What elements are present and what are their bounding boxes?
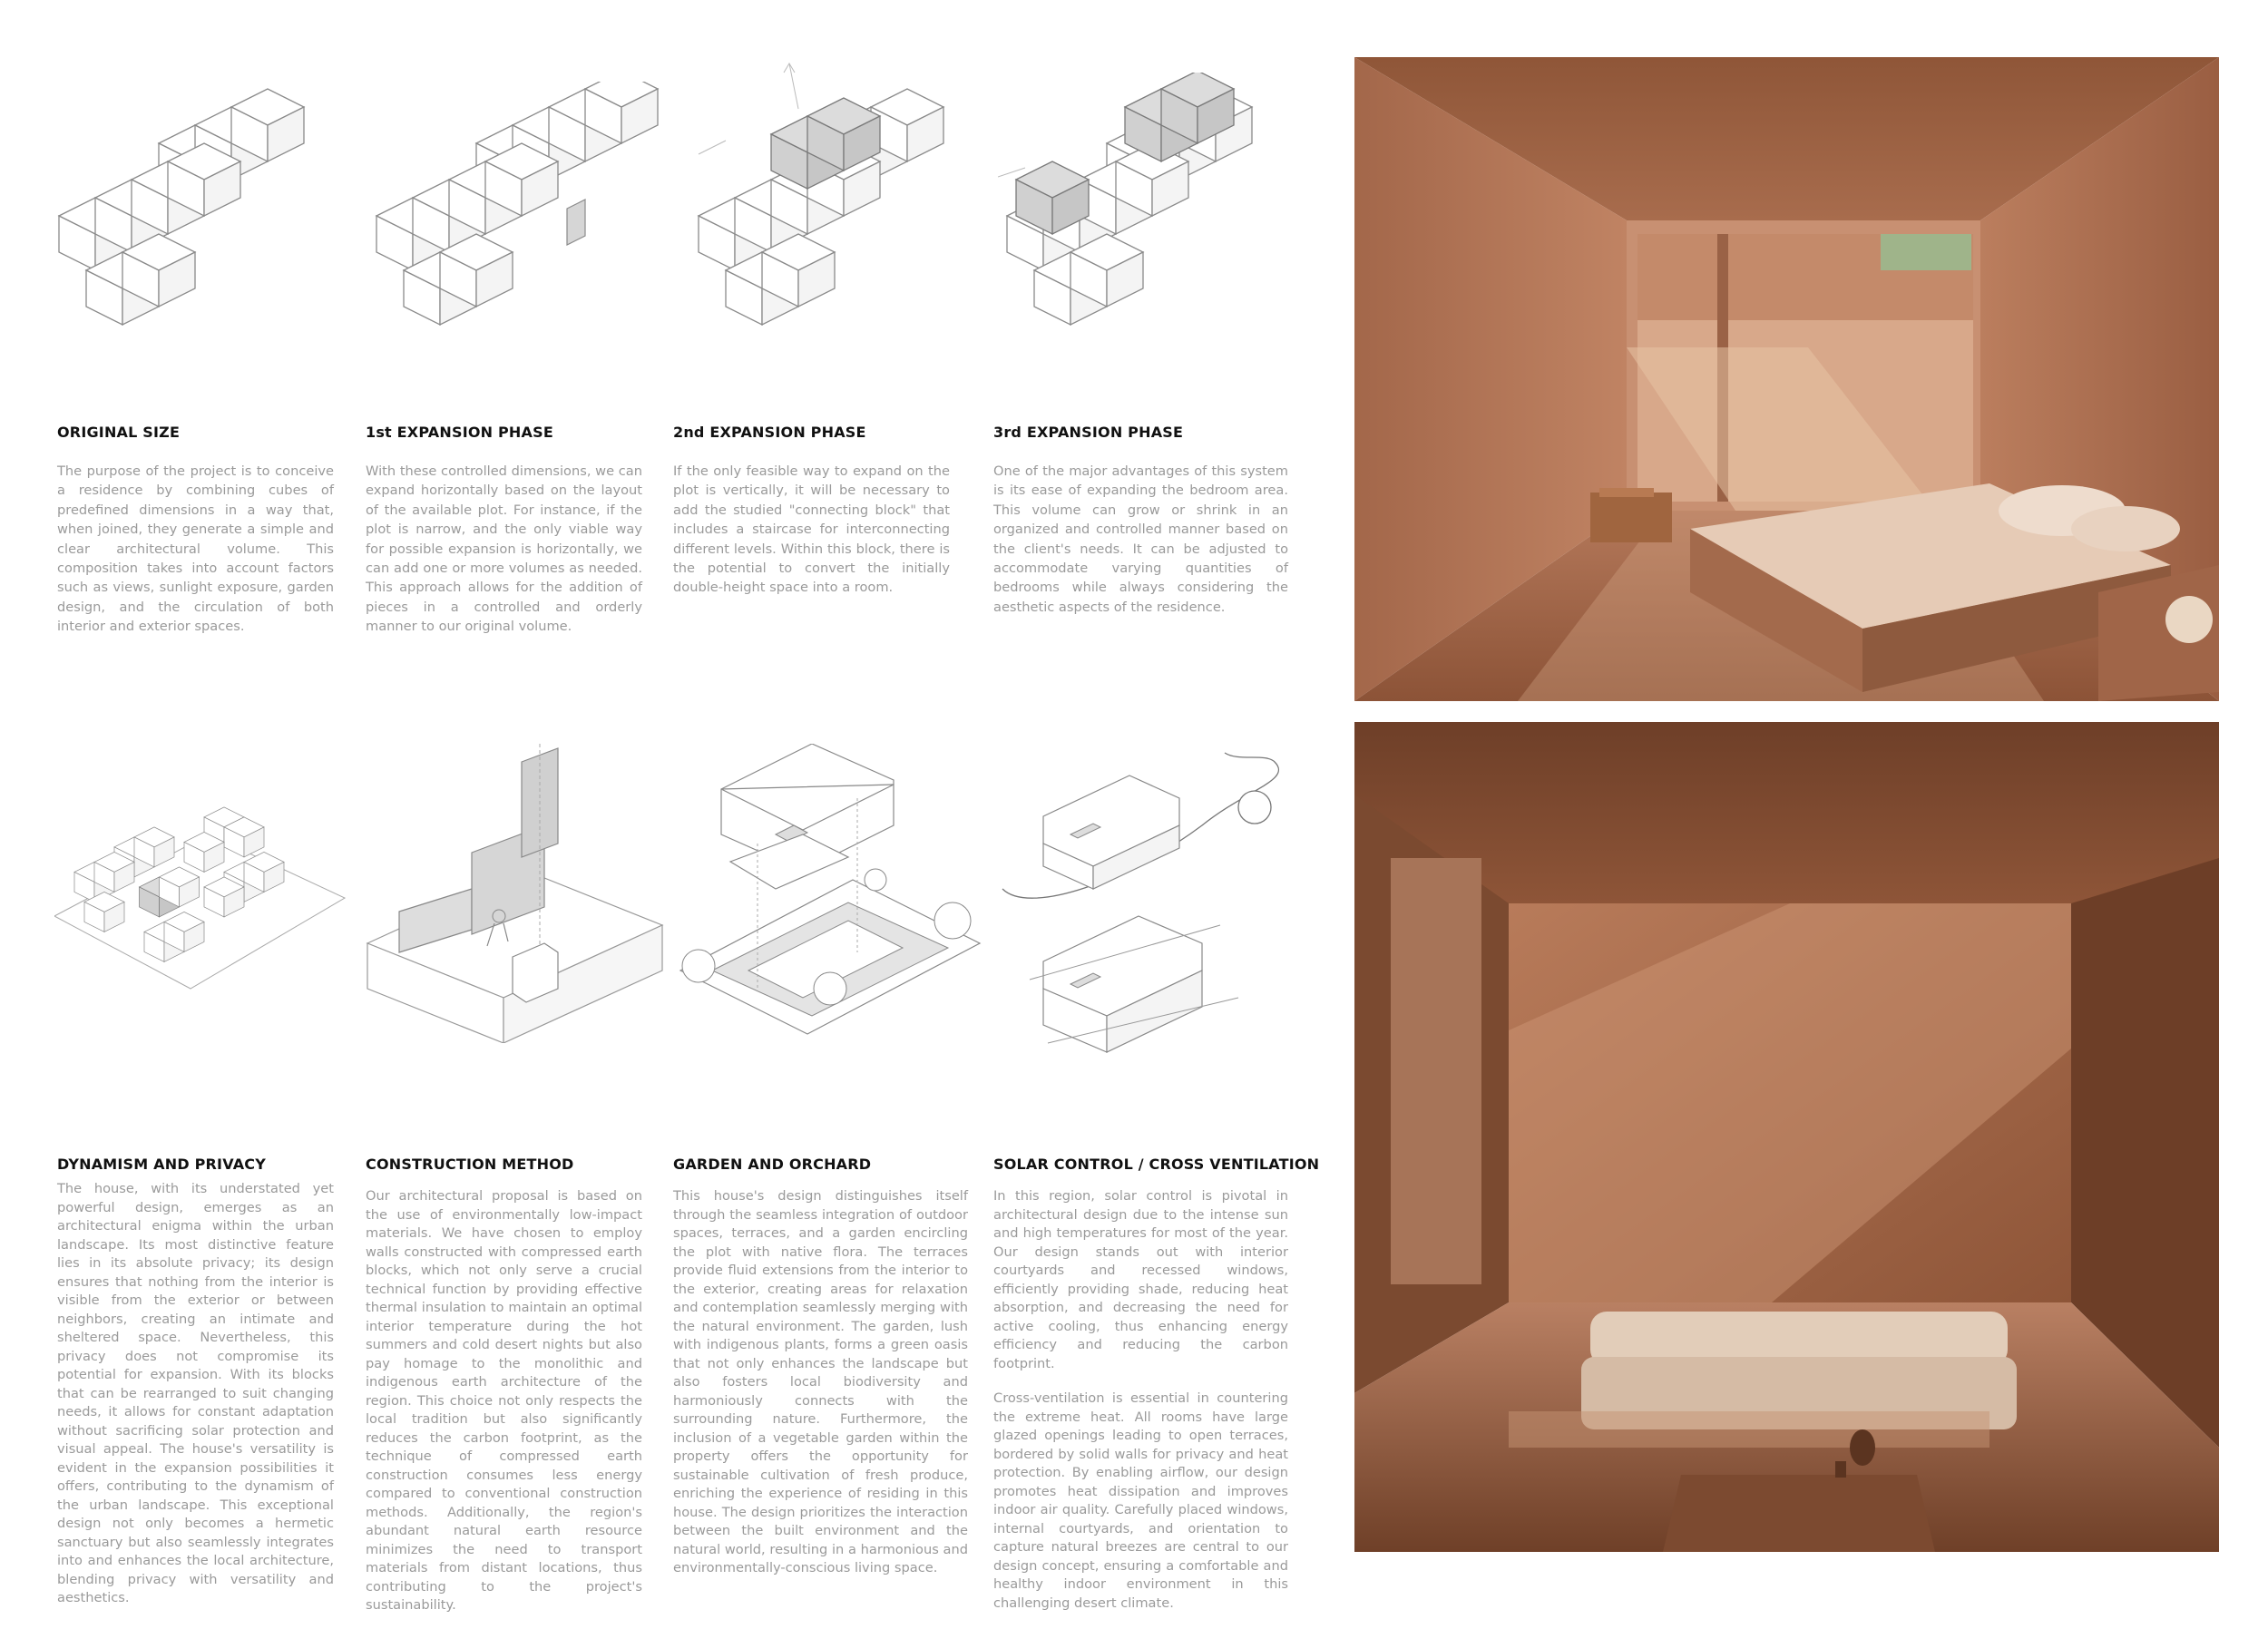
heading-construction-method: CONSTRUCTION METHOD bbox=[366, 1156, 574, 1173]
diagram-dynamism-privacy bbox=[54, 798, 354, 998]
text-2nd-expansion: If the only feasible way to expand on the plot is vertically, it will be necessary to add the studied "connecting block" that includes a staircase for interconnecting different levels. Within this block, there is the potential to convert the initially double-height space into a room. bbox=[673, 463, 950, 596]
text-dynamism-privacy: The house, with its understated yet powerful design, emerges as an architectural enigma within the urban landscape. Its most distinctive feature lies in its absolute privacy; its design ensures that nothing from the interior is visible from the exterior or between neighbors, creating an intimate and sheltered space. Nevertheless, this privacy does not compromise its potential for expansion. With its blocks that can be rearranged to suit changing needs, it allows for constant adaptation without sacrificing solar protection and visual appeal. The house's versatility is evident in the expansion possibilities it offers, contributing to the dynamism of the urban landscape. This exceptional design not only becomes a hermetic sanctuary but also seamlessly integrates into and enhances the local architecture, blending privacy with versatility and aesthetics. bbox=[57, 1181, 334, 1605]
heading-original-size: ORIGINAL SIZE bbox=[57, 424, 181, 441]
heading-solar-ventilation: SOLAR CONTROL / CROSS VENTILATION bbox=[993, 1156, 1320, 1173]
diagram-solar-ventilation bbox=[993, 744, 1302, 1070]
heading-dynamism-privacy: DYNAMISM AND PRIVACY bbox=[57, 1156, 266, 1173]
diagram-3rd-expansion bbox=[998, 73, 1297, 354]
text-garden-orchard: This house's design distinguishes itself through the seamless integration of outdoor spaces, terraces, and a garden encircling the plot with native flora. The terraces provide fluid extensions from the interior to the exterior, creating areas for relaxation and contemplation seamlessly merging with the natural environment. The garden, lush with indigenous plants, forms a green oasis that not only enhances the landscape but also fosters local biodiversity and harmoniously connects with the surrounding nature. Furthermore, the inclusion of a vegetable garden within the property offers the opportunity for sustainable cultivation of fresh produce, enriching the experience of residing in this house. The design prioritizes the interaction between the built environment and the natural world, resulting in a harmonious and environmentally-conscious living space. bbox=[673, 1188, 968, 1575]
text-solar-control: In this region, solar control is pivotal in architectural design due to the intense sun and high temperatures for most of the year. Our design stands out with interior courtyards and recessed windows, efficiently providing shade, reducing heat absorption, and decreasing the need for active cooling, thus enhancing energy efficiency and reducing the carbon footprint. bbox=[993, 1188, 1288, 1371]
text-original-size: The purpose of the project is to conceive a residence by combining cubes of predefined dimensions in a way that, when joined, they generate a simple and clear architectural volume. This composition takes into account factors such as views, sunlight exposure, garden design, and the circulation of both interior and exterior spaces. bbox=[57, 463, 334, 635]
text-construction-method: Our architectural proposal is based on the use of environmentally low-impact materials. We have chosen to employ walls constructed with compressed earth blocks, which not only serve a crucial technical function by providing effective thermal insulation to maintain an optimal interior temperature during the hot summers and cold desert nights but also pay homage to the monolithic and indigenous earth architecture of the region. This choice not only respects the local tradition but also significantly reduces the carbon footprint, as the technique of compressed earth construction consumes less energy compared to conventional construction methods. Additionally, the region's abundant natural earth resource minimizes the need to transport materials from distant locations, thus contributing to the project's sustainability. bbox=[366, 1188, 642, 1613]
heading-1st-expansion: 1st EXPANSION PHASE bbox=[366, 424, 553, 441]
render-bedroom bbox=[1354, 57, 2219, 701]
diagram-2nd-expansion bbox=[689, 54, 989, 354]
heading-2nd-expansion: 2nd EXPANSION PHASE bbox=[673, 424, 866, 441]
text-3rd-expansion: One of the major advantages of this system is its ease of expanding the bedroom area. This volume can grow or shrink in an organized and controlled manner based on the client's needs. It can be adjusted to accommodate varying quantities of bedrooms while always considering the aesthetic aspects of the residence. bbox=[993, 463, 1288, 615]
diagram-garden-orchard bbox=[676, 744, 993, 1052]
diagram-original-size bbox=[50, 82, 349, 354]
text-solar-ventilation bbox=[993, 1187, 1288, 1629]
render-living-room bbox=[1354, 722, 2219, 1552]
diagram-construction-method bbox=[363, 744, 671, 1043]
diagram-1st-expansion bbox=[367, 82, 667, 354]
heading-3rd-expansion: 3rd EXPANSION PHASE bbox=[993, 424, 1184, 441]
text-cross-ventilation: Cross-ventilation is essential in countering the extreme heat. All rooms have large glazed openings leading to open terraces, bordered by solid walls for privacy and heat protection. By enabling airflow, our design promotes heat dissipation and improves indoor air quality. Carefully placed windows, internal courtyards, and orientation to capture natural breezes are central to our design concept, ensuring a comfortable and healthy indoor environment in this challenging desert climate. bbox=[993, 1390, 1288, 1611]
heading-garden-orchard: GARDEN AND ORCHARD bbox=[673, 1156, 872, 1173]
text-1st-expansion: With these controlled dimensions, we can expand horizontally based on the layout of the available plot. For instance, if the plot is narrow, and the only viable way for possible expansion is horizontally, we can add one or more volumes as needed. This approach allows for the addition of pieces in a controlled and orderly manner to our original volume. bbox=[366, 463, 642, 635]
